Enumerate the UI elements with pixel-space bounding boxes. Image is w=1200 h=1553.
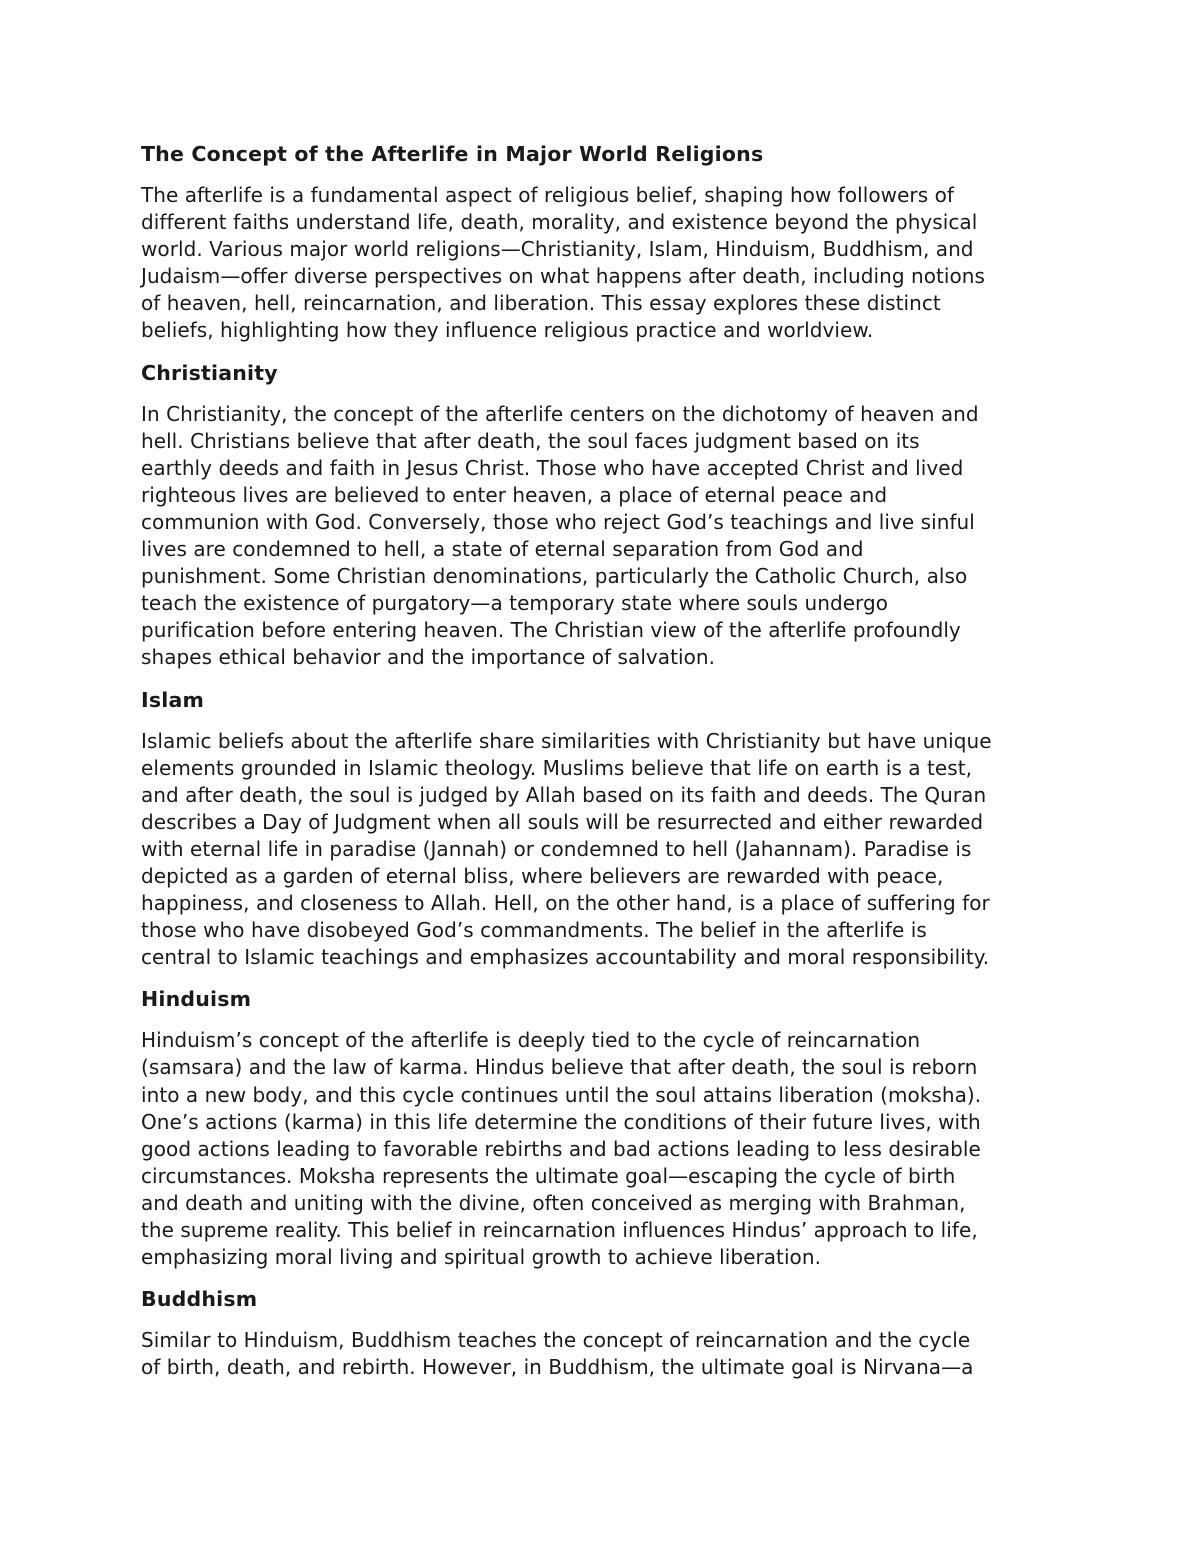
section-paragraph-buddhism bbox=[141, 1327, 1061, 1381]
paragraph-line: (samsara) and the law of karma. Hindus believe that after death, the soul is reborn bbox=[141, 1055, 978, 1080]
paragraph-line: punishment. Some Christian denominations, particularly the Catholic Church, also bbox=[141, 564, 968, 589]
paragraph-line: hell. Christians believe that after death, the soul faces judgment based on its bbox=[141, 428, 920, 453]
paragraph-line: purification before entering heaven. The Christian view of the afterlife profoundly bbox=[141, 618, 961, 643]
paragraph-line: lives are condemned to hell, a state of eternal separation from God and bbox=[141, 537, 864, 562]
paragraph-line: those who have disobeyed God’s commandments. The belief in the afterlife is bbox=[141, 918, 927, 943]
paragraph-line: teach the existence of purgatory—a temporary state where souls undergo bbox=[141, 591, 889, 616]
paragraph-line: happiness, and closeness to Allah. Hell, on the other hand, is a place of suffering for bbox=[141, 891, 990, 916]
paragraph-line: with eternal life in paradise (Jannah) or condemned to hell (Jahannam). Paradise is bbox=[141, 836, 972, 861]
paragraph-line: righteous lives are believed to enter heaven, a place of eternal peace and bbox=[141, 482, 888, 507]
paragraph-line: describes a Day of Judgment when all souls will be resurrected and either rewarded bbox=[141, 809, 984, 834]
paragraph-line: Hinduism’s concept of the afterlife is deeply tied to the cycle of reincarnation bbox=[141, 1028, 921, 1053]
paragraph-line: communion with God. Conversely, those who reject God’s teachings and live sinful bbox=[141, 509, 975, 534]
paragraph-line: the supreme reality. This belief in reincarnation influences Hindus’ approach to life, bbox=[141, 1218, 978, 1242]
section-heading-hinduism: Hinduism bbox=[141, 987, 252, 1012]
paragraph-line: of heaven, hell, reincarnation, and liberation. This essay explores these distinct bbox=[141, 291, 941, 316]
section-heading-christianity: Christianity bbox=[141, 360, 278, 385]
paragraph-line: The afterlife is a fundamental aspect of religious belief, shaping how followers of bbox=[141, 183, 954, 207]
paragraph-line: and death and uniting with the divine, often conceived as merging with Brahman, bbox=[141, 1190, 966, 1215]
section-heading-islam: Islam bbox=[141, 687, 205, 712]
section-paragraph-christianity bbox=[141, 401, 1061, 672]
paragraph-line: Similar to Hinduism, Buddhism teaches the concept of reincarnation and the cycle bbox=[141, 1328, 971, 1353]
document-page bbox=[141, 140, 1061, 1395]
paragraph-line: elements grounded in Islamic theology. Muslims believe that life on earth is a test, bbox=[141, 755, 972, 780]
paragraph-line: beliefs, highlighting how they influence religious practice and worldview. bbox=[141, 318, 874, 343]
paragraph-line: earthly deeds and faith in Jesus Christ. Those who have accepted Christ and lived bbox=[141, 455, 964, 480]
paragraph-line: In Christianity, the concept of the afterlife centers on the dichotomy of heaven and bbox=[141, 401, 979, 426]
paragraph-line: of birth, death, and rebirth. However, in Buddhism, the ultimate goal is Nirvana—a bbox=[141, 1355, 974, 1380]
paragraph-line: depicted as a garden of eternal bliss, where believers are rewarded with peace, bbox=[141, 863, 944, 888]
paragraph-line: Judaism—offer diverse perspectives on what happens after death, including notions bbox=[141, 264, 985, 289]
paragraph-line: emphasizing moral living and spiritual growth to achieve liberation. bbox=[141, 1245, 821, 1270]
section-heading-buddhism: Buddhism bbox=[141, 1287, 258, 1312]
paragraph-line: and after death, the soul is judged by Allah based on its faith and deeds. The Quran bbox=[141, 782, 987, 807]
paragraph-line: circumstances. Moksha represents the ultimate goal—escaping the cycle of birth bbox=[141, 1163, 956, 1188]
paragraph-line: world. Various major world religions—Christianity, Islam, Hinduism, Buddhism, and bbox=[141, 237, 974, 262]
document-title: The Concept of the Afterlife in Major World Religions bbox=[141, 142, 764, 166]
paragraph-line: into a new body, and this cycle continues until the soul attains liberation (moksha). bbox=[141, 1082, 982, 1107]
paragraph-line: good actions leading to favorable rebirths and bad actions leading to less desirable bbox=[141, 1136, 981, 1161]
section-paragraph-hinduism bbox=[141, 1027, 1061, 1271]
paragraph-line: shapes ethical behavior and the importance of salvation. bbox=[141, 645, 716, 670]
intro-paragraph bbox=[141, 182, 1061, 345]
section-paragraph-islam bbox=[141, 728, 1061, 972]
paragraph-line: central to Islamic teachings and emphasizes accountability and moral responsibility. bbox=[141, 945, 990, 970]
paragraph-line: different faiths understand life, death, morality, and existence beyond the physical bbox=[141, 210, 978, 235]
paragraph-line: Islamic beliefs about the afterlife share similarities with Christianity but have unique bbox=[141, 728, 992, 753]
paragraph-line: One’s actions (karma) in this life determine the conditions of their future lives, with bbox=[141, 1109, 981, 1134]
